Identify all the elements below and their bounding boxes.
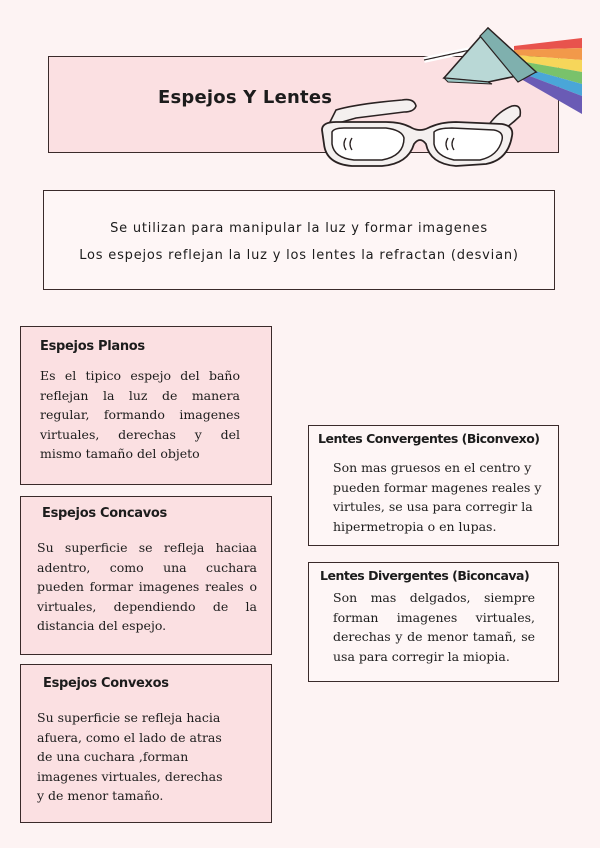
page-title: Espejos Y Lentes [158,87,333,108]
intro-line-2: Los espejos reflejan la luz y los lentes la refractan (desvian) [79,248,519,263]
card-text-espejos-concavos: Su superficie se refleja haciaa adentro, como una cuchara pueden formar imagenes reales o virtuales, dependiendo de la distancia del espejo. [37,540,257,634]
intro-line-1: Se utilizan para manipular la luz y formar imagenes [110,221,488,236]
card-text-lentes-divergentes: Son mas delgados, siempre forman imagenes virtuales, derechas y de menor tamañ, se usa para corregir la miopia. [333,590,535,664]
card-title-espejos-planos: Espejos Planos [40,339,145,354]
card-text-espejos-planos: Es el tipico espejo del baño reflejan la luz de manera regular, formando imagenes virtuales, derechas y del mismo tamaño del objeto [40,368,240,462]
prism-icon [418,22,600,118]
card-title-lentes-divergentes: Lentes Divergentes (Biconcava) [320,568,530,583]
intro-box [43,190,555,290]
card-title-lentes-convergentes: Lentes Convergentes (Biconvexo) [318,431,540,446]
card-title-espejos-concavos: Espejos Concavos [42,506,167,521]
card-text-lentes-convergentes: Son mas gruesos en el centro y pueden formar magenes reales y virtules, se usa para corregir la hipermetropia o en lupas. [333,460,542,534]
card-text-espejos-convexos: Su superficie se refleja hacia afuera, como el lado de atras de una cuchara ,forman imagenes virtuales, derechas y de menor tamaño. [37,710,223,804]
card-title-espejos-convexos: Espejos Convexos [43,676,169,691]
